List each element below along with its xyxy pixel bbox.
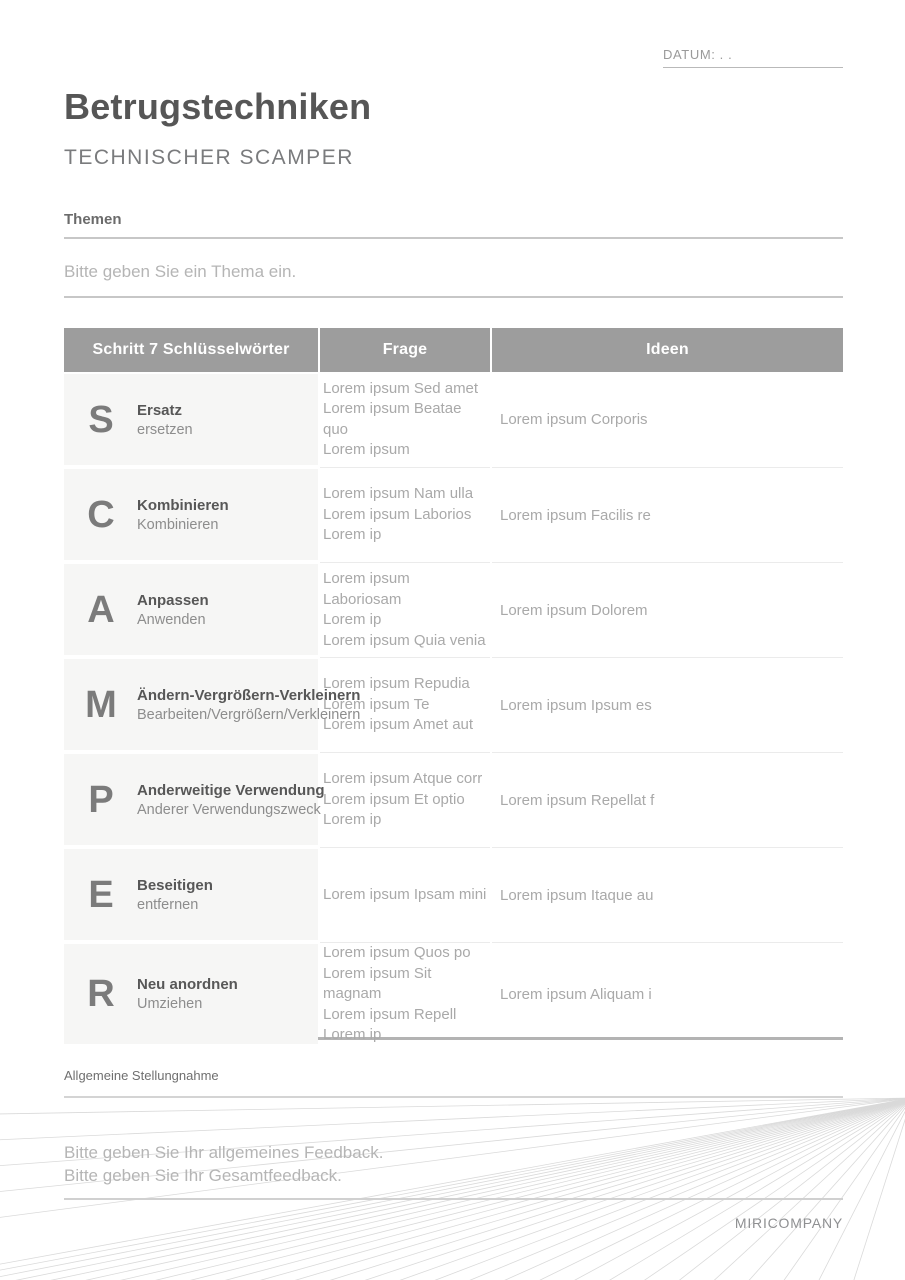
ideen-cell xyxy=(492,562,843,657)
frage-line: Lorem ipsum Quos po xyxy=(323,944,471,961)
ideen-cell xyxy=(492,752,843,847)
frage-cell xyxy=(320,847,490,942)
frage-line: Lorem ipsum Nam ulla xyxy=(323,485,474,503)
ideen-cell xyxy=(492,372,843,467)
feedback-section-label: Allgemeine Stellungnahme xyxy=(64,1068,219,1083)
keyword-cell xyxy=(64,944,318,1044)
frage-line: Lorem ipsum Quia venia xyxy=(323,631,486,649)
frage-line: Lorem ip xyxy=(323,611,382,628)
feedback-placeholder-line: Bitte geben Sie Ihr Gesamtfeedback. xyxy=(64,1166,342,1185)
table-row xyxy=(64,752,843,847)
feedback-placeholder-line: Bitte geben Sie Ihr allgemeines Feedback. xyxy=(64,1143,384,1162)
table-body xyxy=(64,372,843,1043)
keyword-block xyxy=(137,976,238,1012)
table-row xyxy=(64,657,843,752)
scamper-letter: A xyxy=(87,588,115,631)
frage-line: Lorem ipsum Sed amet xyxy=(323,379,479,397)
keyword-block xyxy=(137,497,229,533)
table-row xyxy=(64,562,843,657)
keyword-secondary: Umziehen xyxy=(137,995,203,1012)
frage-line: Lorem ipsum Laborios xyxy=(323,505,472,523)
date-label: DATUM: . . xyxy=(663,47,733,62)
column-header-keywords: Schritt 7 Schlüsselwörter xyxy=(64,328,318,372)
theme-input-divider xyxy=(64,296,843,298)
frage-line: Lorem ipsum Sit magnam xyxy=(323,964,432,1002)
frage-line: Lorem ip xyxy=(323,1026,382,1043)
ideen-cell xyxy=(492,467,843,562)
frage-cell xyxy=(320,657,490,752)
page-title: Betrugstechniken xyxy=(64,86,372,127)
ideen-cell xyxy=(492,657,843,752)
ideen-text: Lorem ipsum Ipsum es xyxy=(500,696,652,714)
scamper-letter: E xyxy=(88,873,114,916)
column-header-ideen: Ideen xyxy=(492,328,843,372)
keyword-primary: Anderweitige Verwendung xyxy=(137,781,325,799)
frage-line: Lorem ipsum Amet aut xyxy=(323,716,474,734)
table-row xyxy=(64,372,843,467)
frage-line: Lorem ipsum Ipsam mini xyxy=(323,885,487,903)
keyword-block xyxy=(137,782,325,818)
frage-line: Lorem ip xyxy=(323,811,382,829)
scamper-letter: S xyxy=(88,398,114,441)
frage-line: Lorem ipsum Beatae quo xyxy=(323,400,462,438)
table-row xyxy=(64,942,843,1043)
scamper-letter: P xyxy=(88,778,114,821)
scamper-letter: R xyxy=(87,972,115,1015)
table-header-row xyxy=(64,328,843,372)
ideen-cell xyxy=(492,942,843,1046)
company-brand: MIRICOMPANY xyxy=(734,1215,843,1231)
keyword-cell xyxy=(64,564,318,655)
feedback-input-divider xyxy=(64,1198,843,1200)
keyword-cell xyxy=(64,754,325,845)
keyword-primary: Ersatz xyxy=(137,401,183,419)
frage-line: Lorem ipsum xyxy=(323,441,410,458)
keyword-cell xyxy=(64,659,361,750)
page-subtitle: TECHNISCHER SCAMPER xyxy=(64,146,354,169)
keyword-cell xyxy=(64,374,318,465)
feedback-label-divider xyxy=(64,1096,843,1098)
ideen-text: Lorem ipsum Facilis re xyxy=(500,506,651,524)
theme-section-label: Themen xyxy=(64,211,122,228)
keyword-secondary: entfernen xyxy=(137,896,199,913)
frage-cell xyxy=(320,752,490,847)
keyword-primary: Ändern-Vergrößern-Verkleinern xyxy=(137,686,361,704)
scamper-letter: C xyxy=(87,493,115,536)
theme-input[interactable]: Bitte geben Sie ein Thema ein. xyxy=(64,262,297,281)
ideen-text: Lorem ipsum Itaque au xyxy=(500,886,654,904)
keyword-cell xyxy=(64,849,318,940)
keyword-block xyxy=(137,877,213,913)
ideen-text: Lorem ipsum Aliquam i xyxy=(500,985,652,1003)
keyword-secondary: Bearbeiten/Vergrößern/Verkleinern xyxy=(137,706,361,723)
frage-line: Lorem ip xyxy=(323,526,382,544)
keyword-secondary: Kombinieren xyxy=(137,516,219,533)
frage-line: Lorem ipsum Et optio xyxy=(323,790,465,808)
scamper-table xyxy=(64,328,843,1043)
keyword-primary: Anpassen xyxy=(137,591,209,609)
table-row xyxy=(64,467,843,562)
theme-label-divider xyxy=(64,237,843,239)
ideen-text: Lorem ipsum Corporis xyxy=(500,411,648,428)
scamper-letter: M xyxy=(85,683,117,726)
keyword-secondary: Anderer Verwendungszweck xyxy=(137,801,321,818)
frage-line: Lorem ipsum Laboriosam xyxy=(323,570,410,608)
frage-cell xyxy=(320,562,490,657)
feedback-input[interactable] xyxy=(64,1141,764,1187)
frage-line: Lorem ipsum Repudia xyxy=(323,675,470,693)
keyword-block xyxy=(137,402,193,438)
keyword-primary: Beseitigen xyxy=(137,876,213,894)
frage-line: Lorem ipsum Repell xyxy=(323,1005,457,1023)
frage-line: Lorem ipsum Te xyxy=(323,695,430,713)
frage-cell xyxy=(320,942,490,1046)
keyword-secondary: ersetzen xyxy=(137,421,193,438)
column-header-frage: Frage xyxy=(320,328,490,372)
ideen-cell xyxy=(492,847,843,942)
keyword-cell xyxy=(64,469,318,560)
frage-cell xyxy=(320,372,490,467)
keyword-block xyxy=(137,592,209,628)
table-row xyxy=(64,847,843,942)
date-field[interactable] xyxy=(663,47,843,68)
frage-line: Lorem ipsum Atque corr xyxy=(323,770,483,788)
keyword-secondary: Anwenden xyxy=(137,611,206,628)
ideen-text: Lorem ipsum Dolorem xyxy=(500,601,648,619)
keyword-primary: Kombinieren xyxy=(137,496,229,514)
keyword-primary: Neu anordnen xyxy=(137,975,238,993)
frage-cell xyxy=(320,467,490,562)
ideen-text: Lorem ipsum Repellat f xyxy=(500,791,655,809)
